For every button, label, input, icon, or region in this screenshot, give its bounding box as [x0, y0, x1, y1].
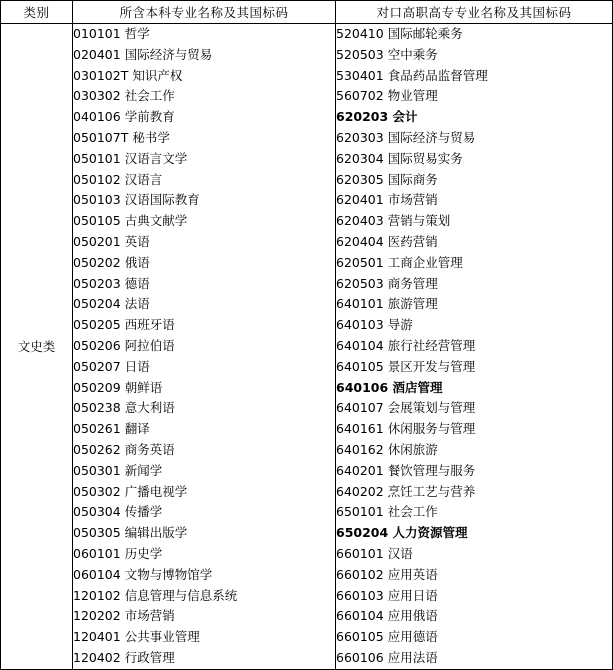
undergrad-major-item: 050102 汉语言 [73, 171, 163, 187]
undergrad-major-item: 050261 翻译 [73, 421, 150, 437]
vocational-major-item: 620305 国际商务 [336, 171, 438, 187]
undergrad-major-item: 010101 哲学 [73, 26, 150, 41]
undergrad-major-item: 120402 行政管理 [73, 649, 175, 665]
vocational-major-item: 640201 餐饮管理与服务 [336, 462, 476, 478]
vocational-major-item: 520410 国际邮轮乘务 [336, 26, 463, 41]
undergrad-major-item: 050202 俄语 [73, 254, 150, 270]
vocational-major-item: 660105 应用德语 [336, 629, 438, 645]
undergrad-major-item: 120202 市场营销 [73, 608, 175, 624]
vocational-major-item: 660102 应用英语 [336, 566, 438, 582]
vocational-major-item: 640202 烹饪工艺与营养 [336, 483, 476, 499]
vocational-major-item: 640162 休闲旅游 [336, 441, 438, 457]
header-row [1, 1, 613, 24]
undergrad-major-item: 050262 商务英语 [73, 441, 175, 457]
undergrad-major-item: 050205 西班牙语 [73, 317, 175, 333]
vocational-major-item: 640105 景区开发与管理 [336, 358, 476, 374]
undergrad-major-item: 050302 广播电视学 [73, 483, 188, 499]
vocational-major-item: 660106 应用法语 [336, 649, 438, 665]
vocational-major-item: 640107 会展策划与管理 [336, 400, 476, 416]
vocational-major-item: 620303 国际经济与贸易 [336, 129, 476, 145]
vocational-major-item: 620203 会计 [336, 109, 418, 125]
undergrad-major-item: 030302 社会工作 [73, 88, 175, 104]
vocational-major-item: 660103 应用日语 [336, 587, 438, 603]
undergrad-major-item: 050103 汉语国际教育 [73, 192, 200, 208]
table-row [1, 24, 613, 670]
vocational-major-item: 640103 导游 [336, 317, 413, 333]
undergrad-major-item: 050105 古典文献学 [73, 213, 188, 229]
vocational-major-item: 520503 空中乘务 [336, 46, 438, 62]
vocational-major-item: 650101 社会工作 [336, 504, 438, 520]
undergrad-major-item: 120401 公共事业管理 [73, 629, 200, 645]
vocational-major-item: 660104 应用俄语 [336, 608, 438, 624]
header-category: 类别 [1, 1, 73, 24]
undergrad-major-item: 060104 文物与博物馆学 [73, 566, 213, 582]
undergrad-major-item: 120102 信息管理与信息系统 [73, 587, 238, 603]
undergrad-major-item: 050238 意大利语 [73, 400, 175, 416]
header-undergrad: 所含本科专业名称及其国标码 [73, 1, 336, 24]
undergrad-major-item: 050206 阿拉伯语 [73, 337, 175, 353]
vocational-major-item: 620501 工商企业管理 [336, 254, 463, 270]
undergrad-major-item: 060101 历史学 [73, 545, 163, 561]
vocational-list [336, 24, 613, 670]
vocational-major-item: 560702 物业管理 [336, 88, 438, 104]
vocational-major-item: 530401 食品药品监督管理 [336, 67, 488, 83]
vocational-major-item: 640106 酒店管理 [336, 379, 443, 395]
vocational-major-item: 640104 旅行社经营管理 [336, 337, 476, 353]
undergrad-major-item: 050203 德语 [73, 275, 150, 291]
vocational-major-item: 640161 休闲服务与管理 [336, 421, 476, 437]
undergrad-major-item: 050209 朝鲜语 [73, 379, 163, 395]
undergrad-list [73, 24, 336, 670]
vocational-major-item: 620403 营销与策划 [336, 213, 451, 229]
vocational-major-item: 660101 汉语 [336, 545, 413, 561]
vocational-major-item: 620401 市场营销 [336, 192, 438, 208]
vocational-major-item: 640101 旅游管理 [336, 296, 438, 312]
vocational-major-item: 650204 人力资源管理 [336, 525, 468, 541]
category-cell: 文史类 [1, 24, 73, 670]
undergrad-major-item: 040106 学前教育 [73, 109, 175, 125]
header-vocational: 对口高职高专专业名称及其国标码 [336, 1, 613, 24]
undergrad-major-item: 050107T 秘书学 [73, 129, 170, 145]
vocational-major-item: 620404 医药营销 [336, 233, 438, 249]
undergrad-major-item: 050304 传播学 [73, 504, 163, 520]
undergrad-major-item: 050301 新闻学 [73, 462, 163, 478]
vocational-major-item: 620503 商务管理 [336, 275, 438, 291]
undergrad-major-item: 030102T 知识产权 [73, 67, 183, 83]
vocational-major-item: 620304 国际贸易实务 [336, 150, 463, 166]
undergrad-major-item: 050101 汉语言文学 [73, 150, 188, 166]
undergrad-major-item: 050305 编辑出版学 [73, 525, 188, 541]
undergrad-major-item: 050201 英语 [73, 233, 150, 249]
undergrad-major-item: 050204 法语 [73, 296, 150, 312]
undergrad-major-item: 020401 国际经济与贸易 [73, 46, 213, 62]
undergrad-major-item: 050207 日语 [73, 358, 150, 374]
